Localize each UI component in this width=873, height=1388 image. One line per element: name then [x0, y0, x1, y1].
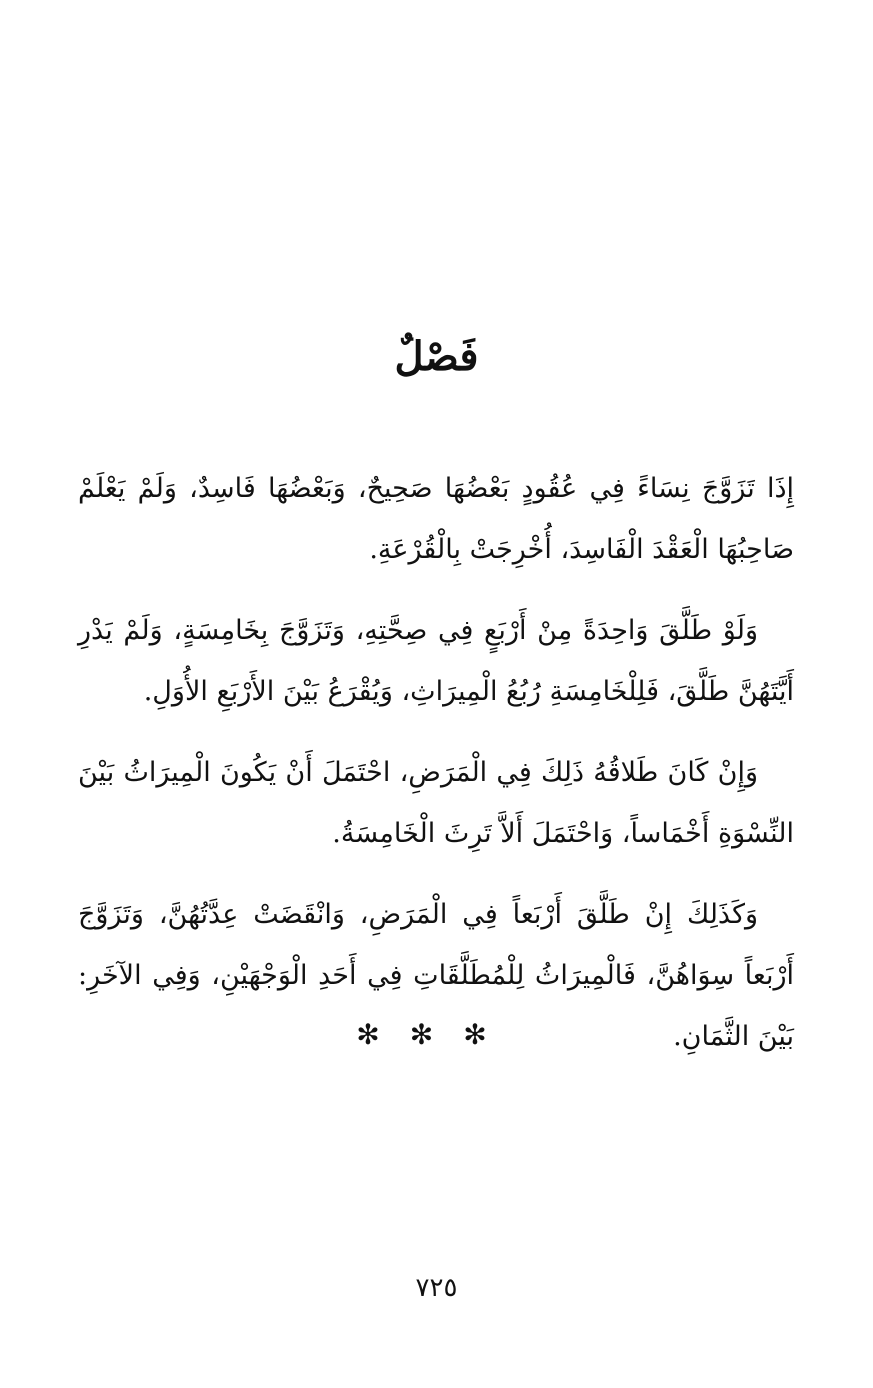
- paragraph-2: وَلَوْ طَلَّقَ وَاحِدَةً مِنْ أَرْبَعٍ فِي صِحَّتِهِ، وَتَزَوَّجَ بِخَامِسَةٍ، وَلَمْ يَدْرِ أَيَّتَهُنَّ طَلَّقَ، فَلِلْخَامِسَةِ رُبُعُ الْمِيرَاثِ، وَيُقْرَعُ بَيْنَ الأَرْبَعِ الأُوَلِ.: [78, 615, 794, 707]
- paragraph-1: إِذَا تَزَوَّجَ نِسَاءً فِي عُقُودٍ بَعْضُهَا صَحِيحٌ، وَبَعْضُهَا فَاسِدٌ، وَلَمْ يَعْلَمْ صَاحِبُهَا الْعَقْدَ الْفَاسِدَ، أُخْرِجَتْ بِالْقُرْعَةِ.: [78, 473, 794, 565]
- paragraph-4: وَكَذَلِكَ إِنْ طَلَّقَ أَرْبَعاً فِي الْمَرَضِ، وَانْقَضَتْ عِدَّتُهُنَّ، وَتَزَوَّجَ أَرْبَعاً سِوَاهُنَّ، فَالْمِيرَاثُ لِلْمُطَلَّقَاتِ فِي أَحَدِ الْوَجْهَيْنِ، وَفِي الآخَرِ: بَيْنَ الثَّمَانِ.: [78, 899, 794, 1052]
- page-number: ٧٢٥: [415, 1273, 458, 1303]
- section-heading: فَصْلٌ: [394, 333, 479, 380]
- body-text: [78, 458, 794, 1087]
- section-separator: ✻✻✻: [356, 1018, 517, 1051]
- paragraph-3: وَإِنْ كَانَ طَلاقُهُ ذَلِكَ فِي الْمَرَضِ، احْتَمَلَ أَنْ يَكُونَ الْمِيرَاثُ بَيْنَ النِّسْوَةِ أَخْمَاساً، وَاحْتَمَلَ أَلاَّ تَرِثَ الْخَامِسَةُ.: [78, 757, 794, 849]
